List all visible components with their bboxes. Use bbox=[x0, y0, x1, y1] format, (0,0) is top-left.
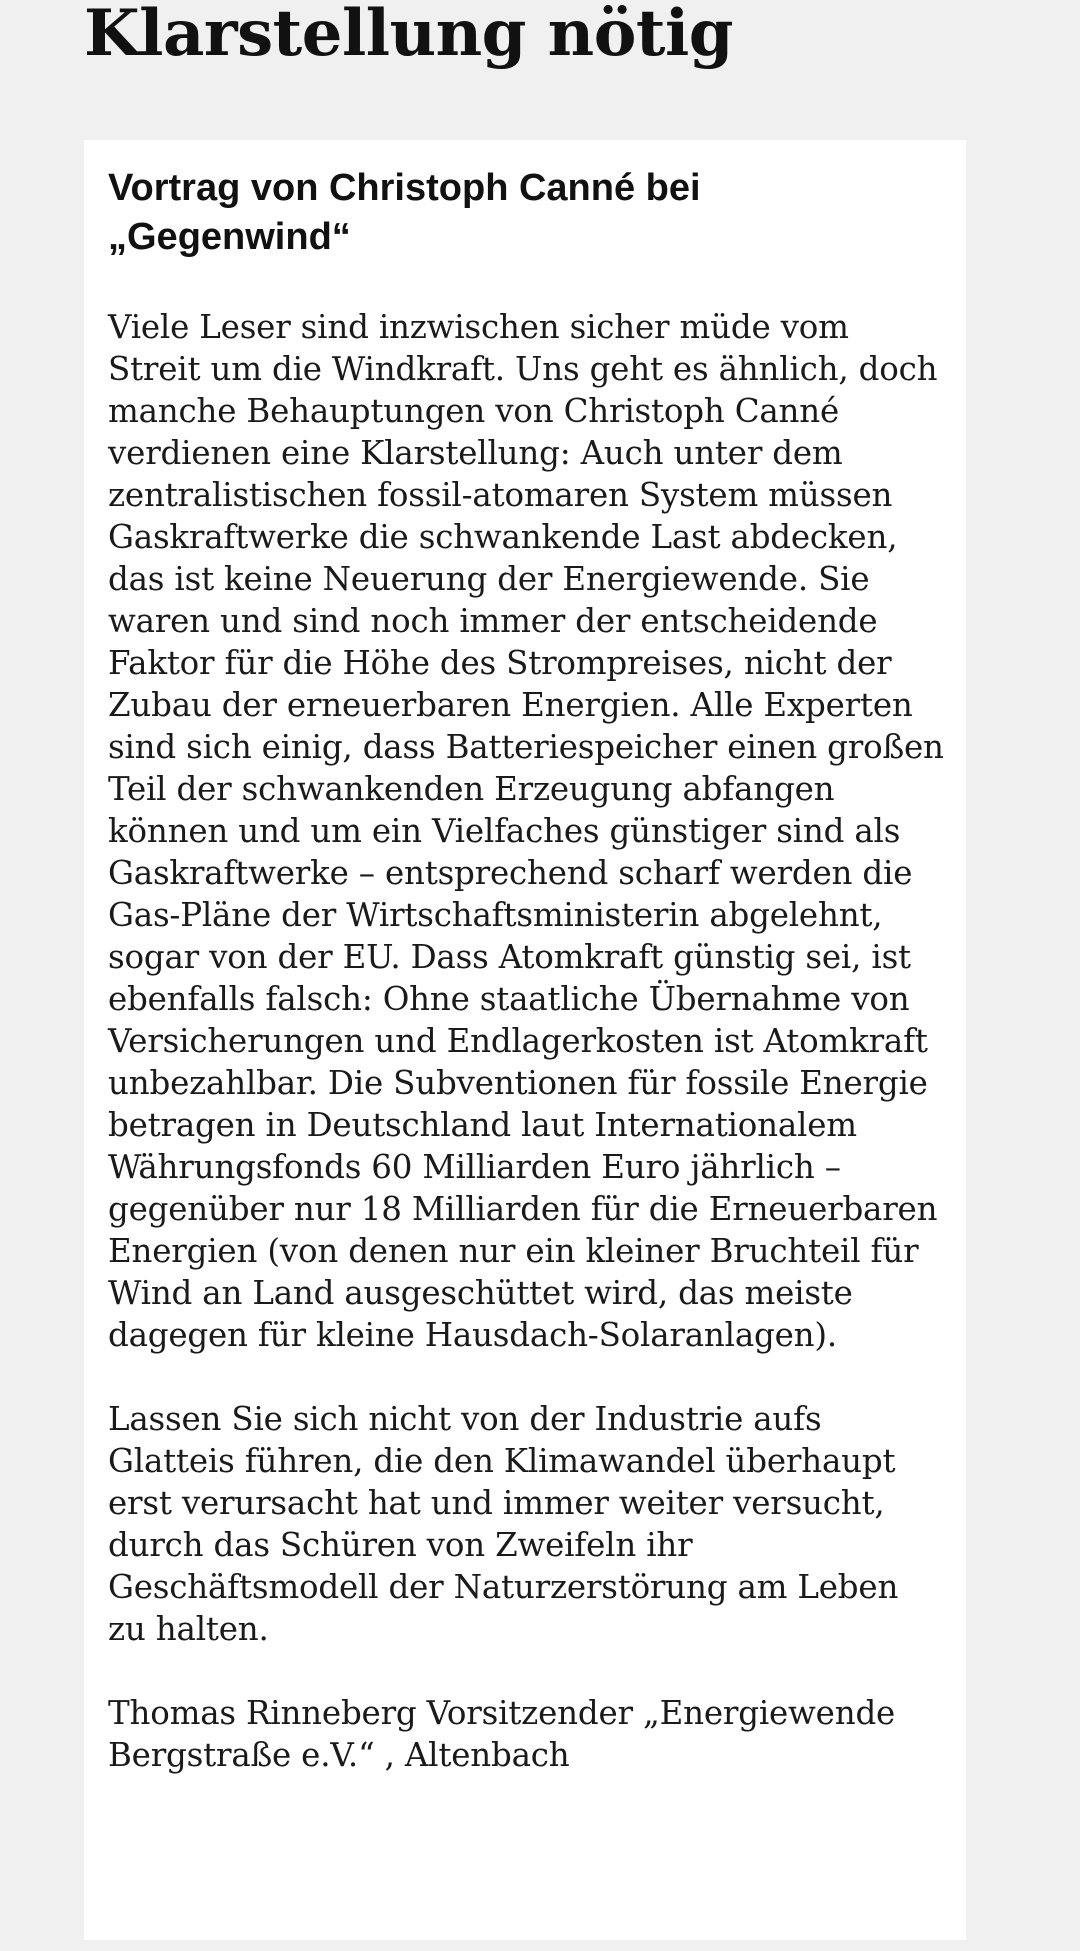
page-title: Klarstellung nötig bbox=[84, 0, 733, 71]
article-paragraph-main: Viele Leser sind inzwischen sicher müde vom Streit um die Windkraft. Uns geht es ähnlich, doch manche Behauptungen von Christoph Canné verdienen eine Klarstellung: Auch unter dem zentralistischen fossil-atomaren System müssen Gaskraftwerke die schwankende Last abdecken, das ist keine Neuerung der Energiewende. Sie waren und sind noch immer der entscheidende Faktor für die Höhe des Strompreises, nicht der Zubau der erneuerbaren Energien. Alle Experten sind sich einig, dass Batteriespeicher einen großen Teil der schwankenden Erzeugung abfangen können und um ein Vielfaches günstiger sind als Gaskraftwerke – entsprechend scharf werden die Gas-Pläne der Wirtschaftsministerin abgelehnt, sogar von der EU. Dass Atomkraft günstig sei, ist ebenfalls falsch: Ohne staatliche Übernahme von Versicherungen und Endlagerkosten ist Atomkraft unbezahlbar. Die Subventionen für fossile Energie betragen in Deutschland laut Internationalem Währungsfonds 60 Milliarden Euro jährlich – gegenüber nur 18 Milliarden für die Erneuerbaren Energien (von denen nur ein kleiner Bruchteil für Wind an Land ausgeschüttet wird, das meiste dagegen für kleine Hausdach-Solaranlagen). bbox=[108, 308, 944, 1354]
article-card bbox=[84, 140, 966, 1940]
article-paragraph-appeal: Lassen Sie sich nicht von der Industrie aufs Glatteis führen, die den Klimawandel überhaupt erst verursacht hat und immer weiter versucht, durch das Schüren von Zweifeln ihr Geschäftsmodell der Naturzerstörung am Leben zu halten. bbox=[108, 1400, 899, 1648]
article-subheadline: Vortrag von Christoph Canné bei „Gegenwind“ bbox=[108, 167, 701, 258]
article-signature: Thomas Rinneberg Vorsitzender „Energiewende Bergstraße e.V.“ , Altenbach bbox=[108, 1694, 896, 1774]
